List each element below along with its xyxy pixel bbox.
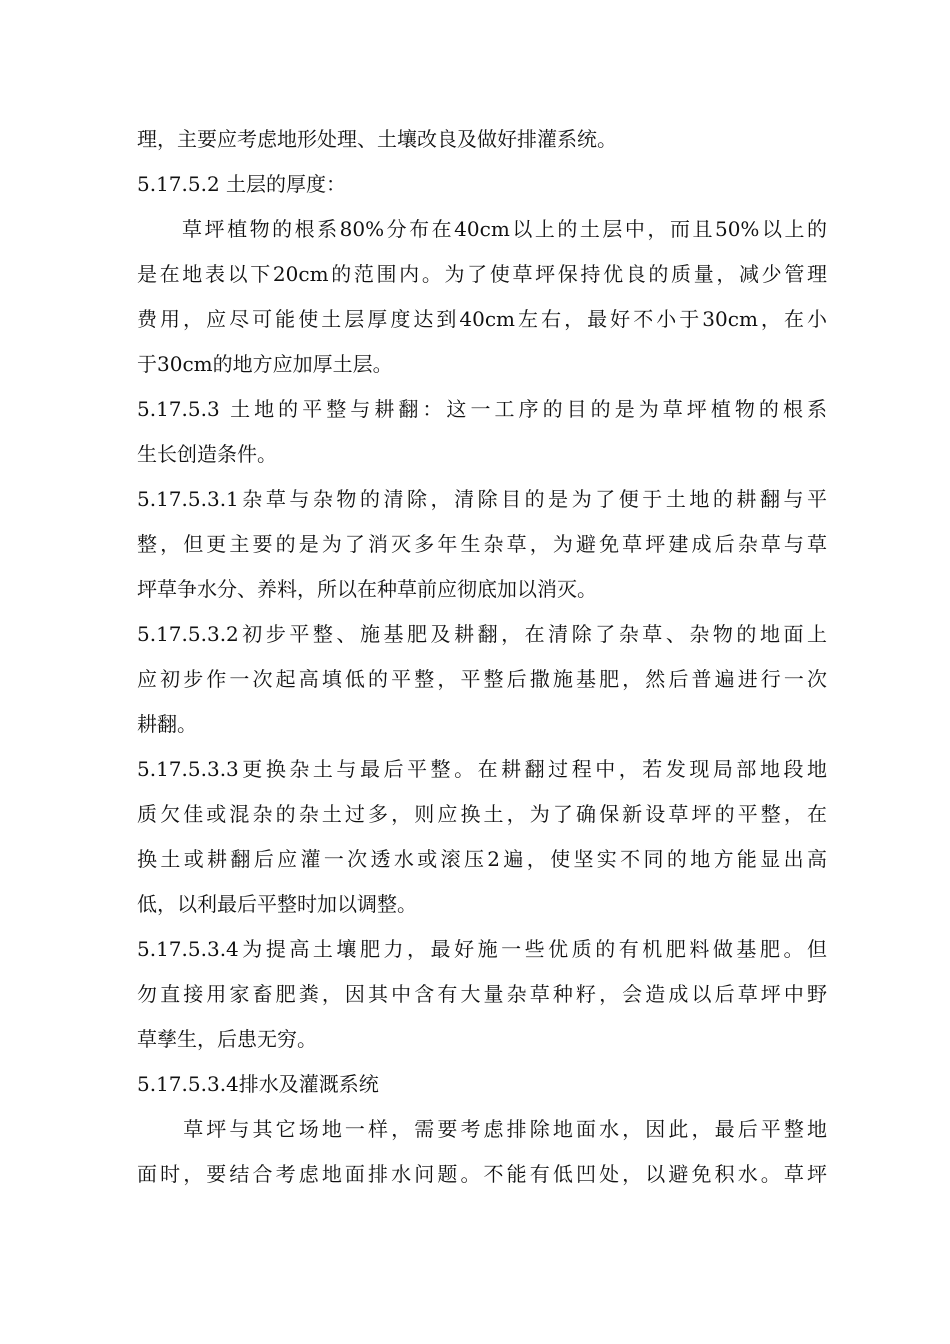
- text-line: 生长创造条件。: [137, 442, 277, 466]
- text-line: 5.17.5.3.3更换杂土与最后平整。在耕翻过程中，若发现局部地段地: [137, 757, 827, 781]
- text-line: 面时，要结合考虑地面排水问题。不能有低凹处，以避免积水。草坪: [137, 1162, 827, 1186]
- text-line: 质欠佳或混杂的杂土过多，则应换土，为了确保新设草坪的平整，在: [137, 802, 827, 826]
- text-line: 低，以利最后平整时加以调整。: [137, 892, 417, 916]
- text-line: 理，主要应考虑地形处理、土壤改良及做好排灌系统。: [137, 127, 617, 151]
- text-line: 草坪与其它场地一样，需要考虑排除地面水，因此，最后平整地: [137, 1117, 827, 1141]
- text-line: 5.17.5.3.1杂草与杂物的清除，清除目的是为了便于土地的耕翻与平: [137, 487, 827, 511]
- text-line: 5.17.5.3.2初步平整、施基肥及耕翻，在清除了杂草、杂物的地面上: [137, 622, 827, 646]
- text-line: 换土或耕翻后应灌一次透水或滚压2遍，使坚实不同的地方能显出高: [137, 847, 827, 871]
- text-line: 整，但更主要的是为了消灭多年生杂草，为避免草坪建成后杂草与草: [137, 532, 827, 556]
- text-line: 耕翻。: [137, 712, 197, 736]
- section-heading: 5.17.5.3 土地的平整与耕翻：这一工序的目的是为草坪植物的根系: [137, 397, 827, 421]
- text-line: 应初步作一次起高填低的平整，平整后撒施基肥，然后普遍进行一次: [137, 667, 827, 691]
- text-line: 于30cm的地方应加厚土层。: [137, 352, 393, 376]
- text-line: 坪草争水分、养料，所以在种草前应彻底加以消灭。: [137, 577, 597, 601]
- text-line: 是在地表以下20cm的范围内。为了使草坪保持优良的质量，减少管理: [137, 262, 827, 286]
- text-line: 勿直接用家畜肥粪，因其中含有大量杂草种籽，会造成以后草坪中野: [137, 982, 827, 1006]
- section-heading: 5.17.5.3.4排水及灌溉系统: [137, 1072, 379, 1096]
- section-heading: 5.17.5.2 土层的厚度：: [137, 172, 347, 196]
- text-line: 5.17.5.3.4为提高土壤肥力，最好施一些优质的有机肥料做基肥。但: [137, 937, 827, 961]
- text-line: 费用，应尽可能使土层厚度达到40cm左右，最好不小于30cm，在小: [137, 307, 827, 331]
- text-line: 草坪植物的根系80%分布在40cm以上的土层中，而且50%以上的: [137, 217, 827, 241]
- text-line: 草孳生，后患无穷。: [137, 1027, 317, 1051]
